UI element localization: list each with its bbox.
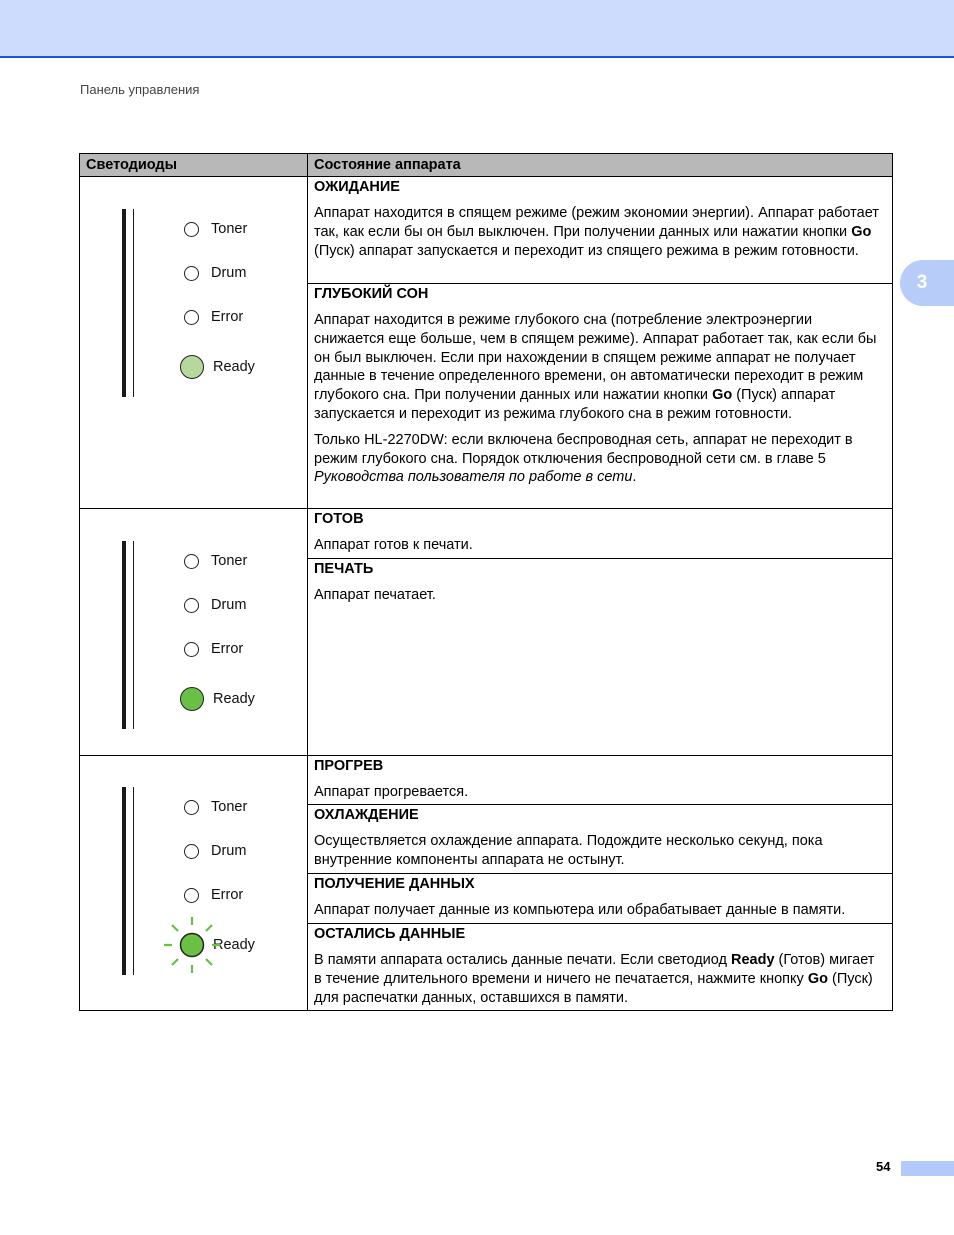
column-header-state: Состояние аппарата (314, 157, 461, 173)
state-title: ПОЛУЧЕНИЕ ДАННЫХ (314, 876, 475, 892)
panel-bar-thick (122, 541, 126, 729)
state-description: Аппарат прогревается. (314, 784, 469, 800)
led-label-drum: Drum (211, 265, 247, 281)
state-title: ОЖИДАНИЕ (314, 179, 400, 195)
error-led-off-icon (184, 888, 199, 903)
led-row-error (180, 887, 243, 903)
state-description: Осуществляется охлаждение аппарата. Подождите несколько секунд, пока внутренние компоненты аппарата не остынут. (314, 833, 823, 868)
network-guide-reference: Руководства пользователя по работе в сети (314, 469, 633, 486)
state-warming-up (308, 756, 892, 805)
state-note: Только HL-2270DW: если включена беспроводная сеть, аппарат не переходит в режим глубокого сна. Порядок отключения беспроводной сети см. в главе 5 Руководства пользователя по работе в сети. (314, 431, 853, 486)
toner-led-off-icon (184, 800, 199, 815)
led-row-ready (180, 355, 255, 379)
drum-led-off-icon (184, 598, 199, 613)
led-row-drum (180, 597, 246, 613)
toner-led-off-icon (184, 554, 199, 569)
led-label-toner: Toner (211, 553, 248, 569)
state-description: Аппарат находится в спящем режиме (режим экономии энергии). Аппарат работает так, как если бы он был выключен. При получении данных или нажатии кнопки Go (Пуск) аппарат запускается и переходит из спящего режима в режим готовности. (314, 205, 879, 259)
state-title: ПРОГРЕВ (314, 758, 384, 774)
toner-led-off-icon (184, 222, 199, 237)
led-row-toner (180, 799, 247, 815)
table-header (80, 154, 892, 177)
led-row-error (180, 309, 243, 325)
panel-bar-thick (122, 787, 126, 975)
panel-bar-thin (133, 209, 134, 397)
state-cell (308, 177, 892, 508)
led-status-table (79, 153, 893, 1011)
running-title: Панель управления (80, 82, 200, 97)
led-label-error: Error (211, 887, 244, 903)
led-label-drum: Drum (211, 843, 247, 859)
state-description: Аппарат готов к печати. (314, 537, 473, 553)
page-number-bar (901, 1161, 954, 1176)
state-deep-sleep (308, 284, 892, 491)
state-title: ПЕЧАТЬ (314, 561, 374, 577)
chapter-tab[interactable] (900, 260, 954, 306)
led-row-drum (180, 265, 246, 281)
led-label-ready: Ready (213, 359, 255, 375)
header-band (0, 0, 954, 58)
error-led-off-icon (184, 642, 199, 657)
state-title: ОСТАЛИСЬ ДАННЫЕ (314, 926, 466, 942)
page-number: 54 (876, 1159, 891, 1174)
state-receiving-data (308, 874, 892, 924)
led-row-ready (180, 933, 255, 957)
table-row-group-sleep (80, 177, 892, 509)
led-label-ready: Ready (213, 937, 255, 953)
drum-led-off-icon (184, 266, 199, 281)
state-printing (308, 559, 892, 609)
led-label-toner: Toner (211, 799, 248, 815)
panel-bar-thick (122, 209, 126, 397)
state-title: ОХЛАЖДЕНИЕ (314, 807, 419, 823)
led-label-error: Error (211, 309, 244, 325)
error-led-off-icon (184, 310, 199, 325)
drum-led-off-icon (184, 844, 199, 859)
led-row-drum (180, 843, 246, 859)
ready-led-on-icon (180, 687, 204, 711)
state-sleep (308, 177, 892, 284)
state-ready (308, 509, 892, 559)
led-diagram-cell (80, 177, 308, 508)
table-row-group-ready (80, 509, 892, 756)
led-label-ready: Ready (213, 691, 255, 707)
led-label-drum: Drum (211, 597, 247, 613)
led-label-error: Error (211, 641, 244, 657)
state-cell (308, 756, 892, 1010)
led-row-toner (180, 221, 247, 237)
state-title: ГОТОВ (314, 511, 364, 527)
led-row-ready (180, 687, 255, 711)
state-description: Аппарат печатает. (314, 587, 436, 603)
column-header-leds: Светодиоды (80, 154, 308, 176)
ready-led-blinking-icon (180, 933, 204, 957)
state-data-remaining (308, 924, 892, 1011)
state-title: ГЛУБОКИЙ СОН (314, 286, 429, 302)
state-description: Аппарат получает данные из компьютера или обрабатывает данные в памяти. (314, 902, 846, 918)
state-cell (308, 509, 892, 755)
table-row-group-blinking (80, 756, 892, 1010)
led-label-toner: Toner (211, 221, 248, 237)
ready-led-dim-icon (180, 355, 204, 379)
panel-bar-thin (133, 541, 134, 729)
led-row-toner (180, 553, 247, 569)
blink-rays-icon (162, 915, 222, 975)
chapter-number: 3 (916, 272, 928, 293)
state-cooling-down (308, 805, 892, 874)
led-diagram-cell (80, 509, 308, 755)
state-description: В памяти аппарата остались данные печати. Если светодиод Ready (Готов) мигает в течение длительного времени и ничего не печатается, нажмите кнопку Go (Пуск) для распечатки данных, оставшихся в памяти. (314, 952, 875, 1006)
state-description: Аппарат находится в режиме глубокого сна (потребление электроэнергии снижается еще больше, чем в спящем режиме). Аппарат работает так, как если бы он был выключен. Если при нахождении в спящем режиме аппарат не получает данные в течение определенного времени, он автоматически переходит в режим глубокого сна. При получении данных или нажатии кнопки Go (Пуск) аппарат запускается и переходит из режима глубокого сна в режим готовности. (314, 312, 877, 422)
led-diagram-cell (80, 756, 308, 1010)
panel-bar-thin (133, 787, 134, 975)
led-row-error (180, 641, 243, 657)
